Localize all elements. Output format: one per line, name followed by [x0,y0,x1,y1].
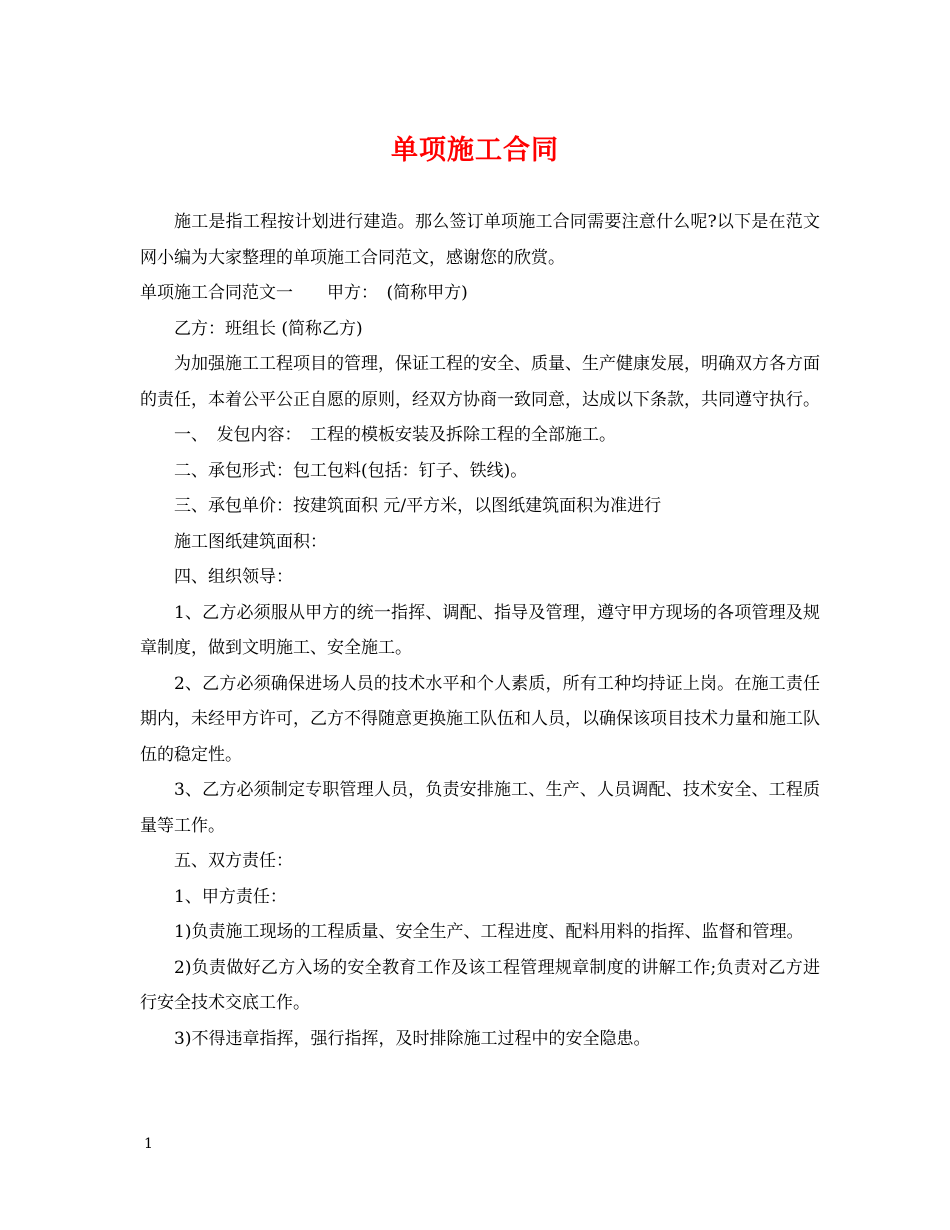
paragraph-responsibilities-heading: 五、双方责任： [174,851,293,871]
paragraph-responsibility-1: 1)负责施工现场的工程质量、安全生产、工程进度、配料用料的指挥、监督和管理。 [174,922,804,942]
paragraph-party-b: 乙方：班组长 (简称乙方) [174,318,363,339]
paragraph-party-a: 单项施工合同范文一 甲方： (简称甲方) [140,283,468,303]
paragraph-organization-item-2: 2、乙方必须确保进场人员的技术水平和个人素质，所有工种均持证上岗。在施工责任期内，未经甲方许可，乙方不得随意更换施工队伍和人员，以确保该项目技术力量和施工队伍的稳定性。 [140,673,820,765]
paragraph-responsibility-2: 2)负责做好乙方入场的安全教育工作及该工程管理规章制度的讲解工作;负责对乙方进行安全技术交底工作。 [140,957,820,1013]
paragraph-party-a-responsibilities: 1、甲方责任： [174,886,287,907]
paragraph-intro: 施工是指工程按计划进行建造。那么签订单项施工合同需要注意什么呢?以下是在范文网小编为大家整理的单项施工合同范文，感谢您的欣赏。 [140,212,820,268]
document-body [140,205,820,1057]
page-number: 1 [144,1136,153,1152]
paragraph-scope: 一、 发包内容： 工程的模板安装及拆除工程的全部施工。 [174,425,616,445]
paragraph-organization-heading: 四、组织领导： [174,567,293,587]
document-title: 单项施工合同 [391,135,559,166]
paragraph-responsibility-3: 3)不得违章指挥，强行指挥，及时排除施工过程中的安全隐患。 [174,1028,651,1049]
paragraph-organization-item-1: 1、乙方必须服从甲方的统一指挥、调配、指导及管理，遵守甲方现场的各项管理及规章制度，做到文明施工、安全施工。 [140,602,820,658]
paragraph-organization-item-3: 3、乙方必须制定专职管理人员，负责安排施工、生产、人员调配、技术安全、工程质量等工作。 [140,780,820,836]
paragraph-purpose: 为加强施工工程项目的管理，保证工程的安全、质量、生产健康发展，明确双方各方面的责任，本着公平公正自愿的原则，经双方协商一致同意，达成以下条款，共同遵守执行。 [140,354,820,410]
paragraph-unit-price: 三、承包单价：按建筑面积 元/平方米，以图纸建筑面积为准进行 [174,496,662,516]
paragraph-drawing-area: 施工图纸建筑面积： [174,531,327,552]
paragraph-contract-form: 二、承包形式：包工包料(包括：钉子、铁线)。 [174,460,528,481]
